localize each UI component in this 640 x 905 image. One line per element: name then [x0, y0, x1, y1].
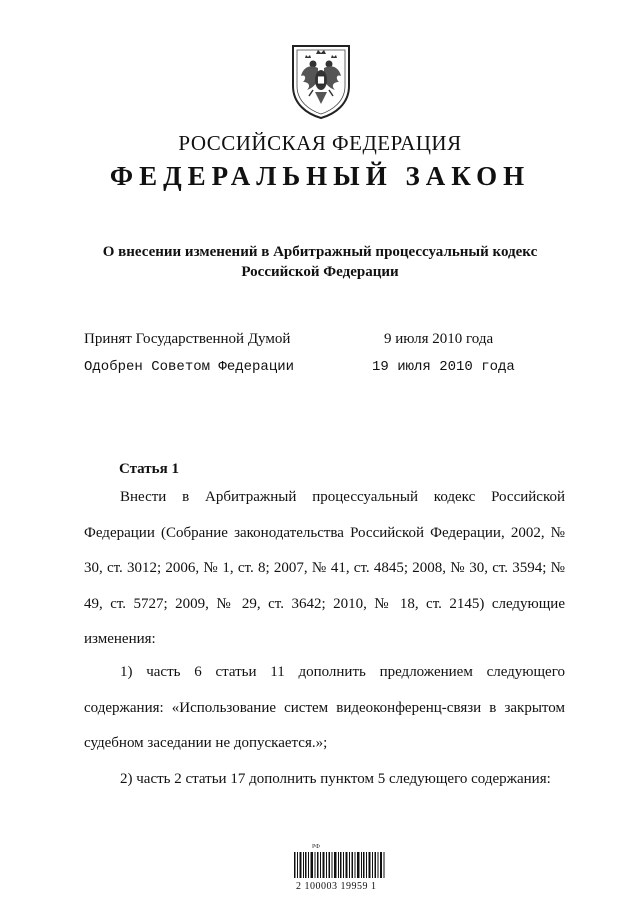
- article-paragraph: 1) часть 6 статьи 11 дополнить предложением следующего содержания: «Использование систем видеоконференц-связи в закрытом судебном заседании не допускается.»;: [84, 664, 565, 751]
- article-paragraph: Внести в Арбитражный процессуальный кодекс Российской Федерации (Собрание законодательства Российской Федерации, 2002, № 30, ст. 3012; 2006, № 1, ст. 8; 2007, № 41, ст. 4845; 2008, № 30, ст. 3594; № 49, ст. 5727; 2009, № 29, ст. 3642; 2010, № 18, ст. 2145) следующие изменения:: [84, 489, 565, 647]
- article-title: Статья 1: [119, 461, 179, 477]
- law-subject-line-2: Российской Федерации: [241, 264, 399, 280]
- article-paragraph: 2) часть 2 статьи 17 дополнить пунктом 5 следующего содержания:: [120, 771, 551, 787]
- approved-by-label: Одобрен Советом Федерации: [84, 359, 295, 375]
- adopted-by-label: Принят Государственной Думой: [84, 331, 291, 347]
- barcode-number: 2 100003 19959 1: [296, 881, 377, 892]
- adopted-date: 9 июля 2010 года: [384, 331, 494, 347]
- svg-text:РФ: РФ: [312, 844, 320, 850]
- coat-of-arms-icon: [289, 42, 353, 120]
- law-subject-line-1: О внесении изменений в Арбитражный процессуальный кодекс: [102, 244, 538, 260]
- country-heading: РОССИЙСКАЯ ФЕДЕРАЦИЯ: [178, 131, 462, 155]
- document-type-heading: ФЕДЕРАЛЬНЫЙ ЗАКОН: [109, 161, 531, 191]
- law-subject-title: [80, 242, 560, 282]
- approved-date: 19 июля 2010 года: [372, 359, 515, 375]
